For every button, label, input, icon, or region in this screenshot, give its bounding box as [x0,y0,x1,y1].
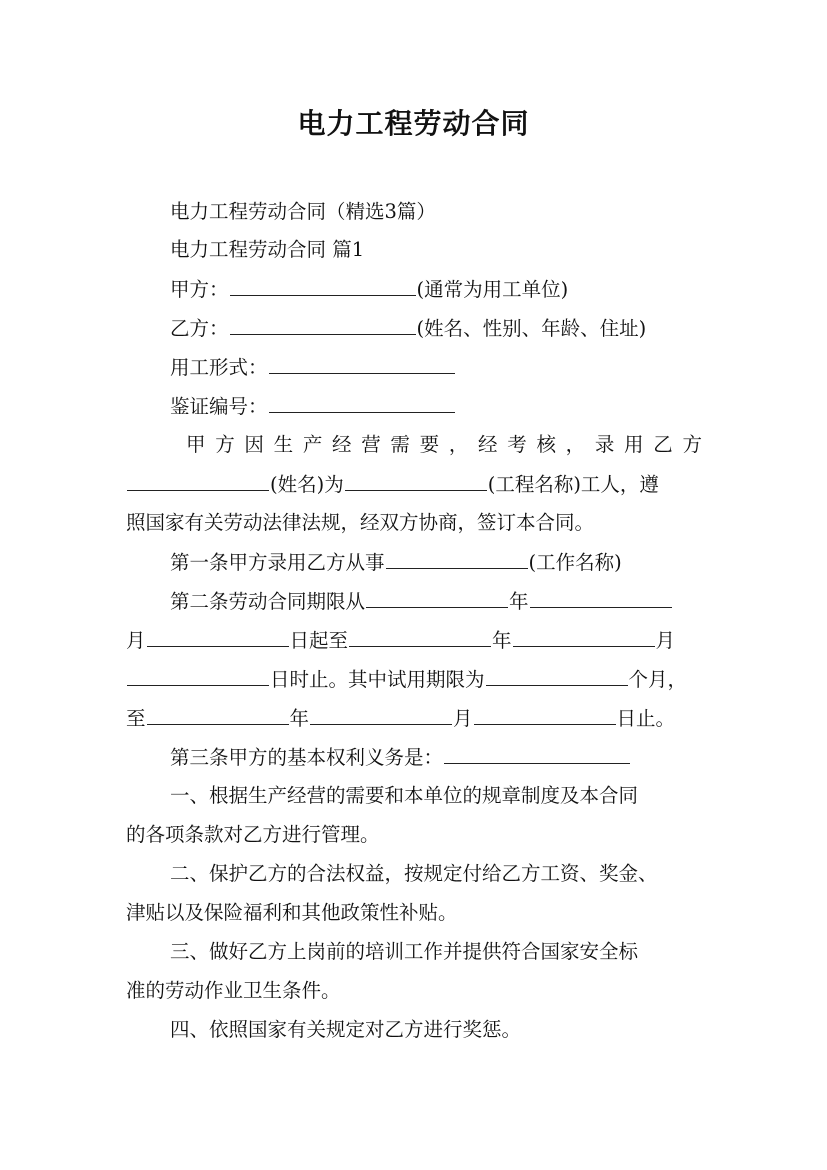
name-blank [127,472,269,491]
party-b-line [170,316,702,341]
intro-char: 需 [390,433,410,456]
article2-line-2 [126,628,702,653]
employment-form-label: 用工形式： [170,356,268,379]
article2-line-1 [170,589,702,614]
document-title: 电力工程劳动合同 [297,107,530,140]
article3-line [170,745,702,770]
start-year-blank [366,589,508,608]
start-month-blank [530,589,672,608]
item-2-line-1: 二、保护乙方的合法权益，按规定付给乙方工资、奖金、 [170,862,658,885]
intro-line-3: 照国家有关劳动法律法规，经双方协商，签订本合同。 [126,511,595,534]
intro-char: 因 [244,433,264,456]
intro-char: 产 [302,433,323,456]
job-name-blank [386,550,528,569]
end-year-blank [349,628,491,647]
party-b-label: 乙方： [170,317,229,340]
intro-char: 要 [419,433,440,456]
employment-form-blank [269,355,455,374]
intro-char: ， [565,433,586,456]
party-a-label: 甲方： [170,278,229,301]
intro-char: 经 [332,433,352,456]
cert-number-line [170,394,702,419]
intro-char: 乙 [653,433,673,456]
subtitle: 电力工程劳动合同（精选3篇） [170,200,436,223]
intro-char: 方 [215,433,235,456]
article1-line [170,550,702,575]
article1-prefix: 第一条甲方录用乙方从事 [170,551,385,574]
intro-char: 用 [624,433,644,456]
intro-char: 生 [273,433,294,456]
item-3-line-2: 准的劳动作业卫生条件。 [126,979,341,1002]
intro-name-note: (姓名)为 [270,473,344,496]
article2-month-1: 月 [126,629,146,652]
article2-month-3: 月 [453,707,473,730]
intro-char: 考 [507,433,527,456]
intro-char: 方 [682,433,702,456]
article2-month-2: 月 [655,629,676,652]
item-2-line-2: 津贴以及保险福利和其他政策性补贴。 [126,901,458,924]
article1-note: (工作名称) [528,551,622,574]
article2-year-1: 年 [509,590,529,613]
cert-number-label: 鉴证编号： [170,395,268,418]
article3-blank [444,745,630,764]
party-a-line [170,277,702,302]
item-4-line-1: 四、依照国家有关规定对乙方进行奖惩。 [170,1018,522,1041]
trial-end-day-blank [474,706,616,725]
intro-char: 营 [361,433,381,456]
intro-char: 录 [594,433,615,456]
intro-line-1 [186,433,702,457]
trial-months-blank [486,667,628,686]
article3-heading: 第三条甲方的基本权利义务是： [170,746,444,769]
item-1-line-1: 一、根据生产经营的需要和本单位的规章制度及本合同 [170,784,639,807]
party-b-note: (姓名、性别、年龄、住址) [416,317,647,340]
trial-end-month-blank [310,706,452,725]
intro-char: 核 [536,433,556,456]
trial-end-year-blank [147,706,289,725]
party-a-note: (通常为用工单位) [416,278,569,301]
intro-char: 甲 [186,433,206,456]
end-day-blank [127,667,269,686]
article2-line-4 [126,706,702,731]
party-b-blank [230,316,416,335]
intro-project-note: (工程名称)工人，遵 [487,473,659,496]
article2-months: 个月， [628,668,688,691]
article2-year-2: 年 [492,629,512,652]
article2-day-end: 日止。 [616,707,676,730]
item-1-line-2: 的各项条款对乙方进行管理。 [126,823,380,846]
item-3-line-1: 三、做好乙方上岗前的培训工作并提供符合国家安全标 [170,940,639,963]
article2-prefix: 第二条劳动合同期限从 [170,590,366,613]
project-blank [345,472,487,491]
article2-to: 至 [126,707,146,730]
start-day-blank [147,628,289,647]
employment-form-line [170,355,702,380]
cert-number-blank [269,394,455,413]
section-heading: 电力工程劳动合同 篇1 [170,238,365,261]
article2-line-3 [126,667,702,692]
party-a-blank [230,277,416,296]
end-month-blank [513,628,655,647]
article2-year-3: 年 [289,707,310,730]
intro-char: ， [448,433,469,456]
article2-day-from: 日起至 [289,629,349,652]
intro-char: 经 [478,433,498,456]
article2-day-to: 日时止。其中试用期限为 [270,668,485,691]
intro-line-2 [126,472,702,497]
